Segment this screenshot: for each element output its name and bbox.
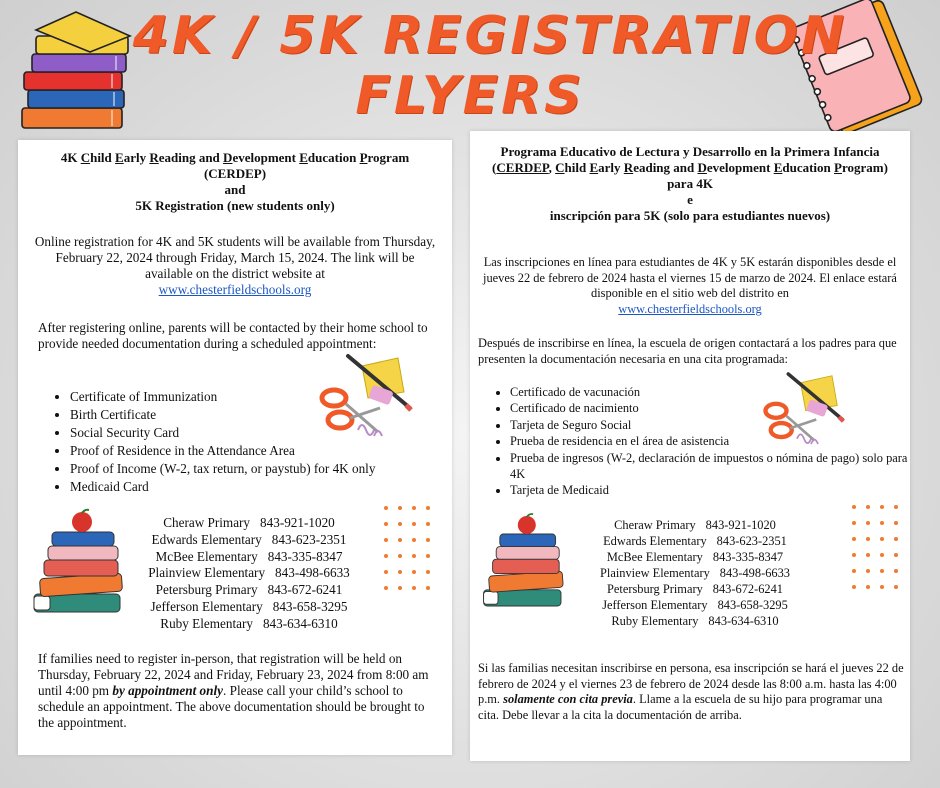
spanish-after-text: Después de inscribirse en línea, la escuela de origen contactará a los padres para que presenten la documentación necesaria en una cita programada: [478, 336, 897, 366]
contact-row: Cheraw Primary 843-921-1020 [163, 515, 335, 530]
english-heading-line-3: and [224, 182, 246, 197]
english-heading-line-1: 4K Child Early Reading and Development Education Program [60, 150, 410, 165]
contact-row: Petersburg Primary 843-672-6241 [155, 582, 343, 598]
spanish-inperson-text: Si las familias necesitan inscribirse en persona, esa inscripción se hará el jueves 22 de febrero de 2024 y el viernes 23 de febrero de 2024 desde las 8:00 a.m. hasta las 4:00 p.m. solamente con cita previa. Llame a la escuela de su hijo para programar una cita. Debe llevar a la cita la documentación de arriba. [478, 661, 904, 722]
contact-row: McBee Elementary 843-335-8347 [606, 550, 784, 564]
contact-row: Jefferson Elementary 843-658-3295 [150, 598, 348, 614]
decorative-dots [852, 505, 898, 589]
spanish-heading-line-5: inscripción para 5K (solo para estudiantes nuevos) [549, 208, 831, 223]
list-item: • Certificate of Immunization [70, 388, 470, 406]
contact-row: Ruby Elementary 843-634-6310 [611, 614, 779, 628]
english-inperson-text: If families need to register in-person, that registration will be held on Thursday, February 22, 2024 and Friday, February 23, 2024 from 8:00 am until 4:00 pm by appointment only. Please call your child’s school to schedule an appointment. The above documentation should be brought to the appointment. [38, 651, 429, 730]
english-intro: Online registration for 4K and 5K students will be available from Thursday, February 22, 2024 through Friday, March 15, 2024. The link will be available on the district website at www.chesterfieldschools.org [34, 234, 436, 297]
scissors-pencil-illustration [762, 367, 846, 451]
english-heading-line-4: 5K Registration (new students only) [135, 198, 335, 213]
list-item: • Prueba de residencia en el área de asistencia [510, 433, 914, 449]
spanish-contacts [564, 517, 826, 629]
spanish-intro: Las inscripciones en línea para estudiantes de 4K y 5K estarán disponibles desde el jueves 22 de febrero de 2024 hasta el viernes 15 de marzo de 2024. El enlace estará disponible en el sitio web del distrito en www.chesterfieldschools.org [483, 255, 897, 316]
spanish-flyer-panel [470, 131, 910, 761]
english-district-link[interactable]: www.chesterfieldschools.org [158, 282, 312, 297]
english-flyer-panel [18, 140, 452, 755]
list-item: • Medicaid Card [70, 478, 470, 496]
list-item: • Proof of Income (W-2, tax return, or paystub) for 4K only [70, 460, 470, 478]
page-title-line-2: FLYERS [355, 66, 585, 126]
english-contacts [114, 515, 384, 633]
contact-row: McBee Elementary 843-335-8347 [155, 548, 343, 564]
contact-row: Edwards Elementary 843-623-2351 [151, 531, 347, 547]
scissors-pencil-illustration [318, 348, 414, 444]
books-apple-illustration [480, 511, 570, 611]
contact-row: Ruby Elementary 843-634-6310 [160, 615, 338, 631]
contact-row: Jefferson Elementary 843-658-3295 [602, 598, 788, 612]
english-after-text: After registering online, parents will be contacted by their home school to provide needed documentation during a scheduled appointment: [38, 320, 428, 351]
contact-row: Cheraw Primary 843-921-1020 [614, 518, 776, 532]
list-item: • Certificado de vacunación [510, 384, 914, 400]
english-heading [18, 150, 452, 214]
spanish-heading [470, 144, 910, 224]
list-item: • Certificado de nacimiento [510, 400, 914, 416]
contact-row: Plainview Elementary 843-498-6633 [148, 565, 350, 581]
page-title-line-1: 4K / 5K REGISTRATION [132, 6, 848, 66]
spanish-heading-line-4: e [687, 192, 693, 207]
spanish-document-list [478, 384, 914, 499]
contact-row: Plainview Elementary 843-498-6633 [600, 566, 790, 580]
spanish-heading-line-3: para 4K [667, 176, 713, 191]
spanish-district-link[interactable]: www.chesterfieldschools.org [618, 301, 762, 316]
spanish-heading-line-2: (CERDEP, Child Early Reading and Development Education Program) [492, 160, 888, 175]
list-item: • Tarjeta de Seguro Social [510, 417, 914, 433]
decorative-dots [384, 506, 430, 590]
list-item: • Social Security Card [70, 424, 470, 442]
contact-row: Petersburg Primary 843-672-6241 [606, 582, 783, 596]
list-item: • Birth Certificate [70, 406, 470, 424]
contact-row: Edwards Elementary 843-623-2351 [603, 534, 787, 548]
spanish-heading-line-1: Programa Educativo de Lectura y Desarrollo en la Primera Infancia [500, 144, 880, 159]
english-heading-line-2: (CERDEP) [203, 166, 267, 181]
list-item: • Prueba de ingresos (W-2, declaración de impuestos o nómina de pago) solo para 4K [510, 450, 914, 483]
list-item: • Proof of Residence in the Attendance Area [70, 442, 470, 460]
list-item: • Tarjeta de Medicaid [510, 482, 914, 498]
